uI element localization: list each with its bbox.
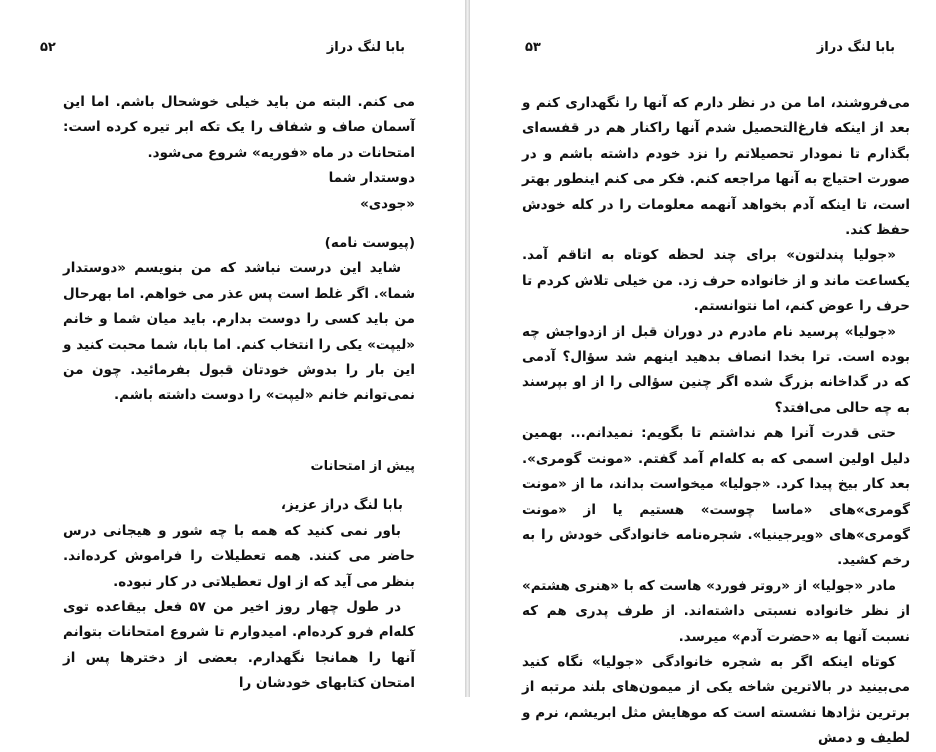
- closing: دوستدار شما: [328, 170, 415, 187]
- paragraph: «جولیا پندلتون» برای چند لحظه کوتاه به اتاقم آمد. یکساعت ماند و از خانواده حرف زد. من خیلی تلاش کردم تا حرف را عوض کنم، اما نتوانستم.: [522, 247, 910, 315]
- page-number: ۵۳: [525, 40, 541, 55]
- signature: «جودی»: [360, 195, 415, 212]
- paragraph: مادر «جولیا» از «روتر فورد» هاست که با «هنری هشتم» از نظر خانواده نسبتی داشته‌اند. از طرف پدری هم که نسبت آنها به «حضرت آدم» میرسد.: [522, 577, 910, 645]
- page-header: [40, 40, 405, 62]
- page-number: ۵۲: [40, 40, 56, 55]
- running-title: بابا لنگ دراز: [326, 40, 405, 55]
- letter-end-paragraph: می کنم. البته من باید خیلی خوشحال باشم. اما این آسمان صاف و شفاف را یک تکه ابر تیره کرده است: امتحانات در ماه «فوریه» شروع می‌شود.: [63, 94, 415, 161]
- page-header: [525, 40, 895, 62]
- postscript-paragraph: شاید این درست نباشد که من بنویسم «دوستدار شما». اگر غلط است پس عذر می خواهم. اما بهرحال من باید کسی را دوست بدارم. باید میان شما و خانم «لیپت» یکی را انتخاب کنم. اما بابا، شما محبت کنید و این بار را بدوش خودتان قبول بفرمائید. چون من نمی‌توانم خانم «لیپت» را دوست داشته باشم.: [63, 260, 415, 404]
- section-title: پیش از امتحانات: [310, 458, 415, 474]
- spacer: [63, 479, 415, 493]
- paragraph: حتی قدرت آنرا هم نداشتم تا بگویم: نمیدانم... بهمین دلیل اولین اسمی که به کله‌ام آمد گفتم. «مونت گومری». بعد کار بیخ پیدا کرد. «جولیا» میخواست بداند، ما از «مونت گومری»های «ماسا چوست» هستیم یا از «مونت گومری»های «ویرجینیا». شجره‌نامه خانوادگی خودش را به رخم کشید.: [522, 425, 910, 569]
- page-body: [522, 91, 910, 752]
- paragraph: باور نمی کنید که همه با چه شور و هیجانی درس حاضر می کنند. همه تعطیلات را فراموش کرده‌اند. بنظر می آید که از اول تعطیلاتی در کار نبوده.: [63, 522, 415, 590]
- left-page: [0, 0, 466, 697]
- paragraph: کوتاه اینکه اگر به شجره خانوادگی «جولیا» نگاه کنید می‌بینید در بالاترین شاخه یکی از میمون‌های بلند مرتبه از برترین نژادها نشسته است که موهایش مثل ابریشم، نرم و لطیف و دمش: [522, 653, 910, 747]
- spacer: [63, 217, 415, 231]
- postscript-title: (پیوست نامه): [324, 235, 415, 252]
- paragraph: در طول چهار روز اخیر من ۵۷ فعل بیقاعده توی کله‌ام فرو کرده‌ام. امیدوارم تا شروع امتحانات بتوانم آنها را همانجا نگهدارم. بعضی از دخترها پس از امتحان کتابهای خودشان را: [63, 598, 415, 692]
- paragraph: «جولیا» پرسید نام مادرم در دوران قبل از ازدواجش چه بوده است. ترا بخدا انصاف بدهید اینهم شد سؤال؟ آدمی که در گداخانه بزرگ شده اگر چنین سؤالی را از او بپرسند به چه حالی می‌افتد؟: [522, 323, 910, 416]
- spacer: [63, 409, 415, 454]
- page-body: [63, 90, 415, 697]
- salutation: بابا لنگ دراز عزیز،: [280, 497, 403, 514]
- running-title: بابا لنگ دراز: [816, 40, 895, 55]
- right-page: [470, 0, 936, 747]
- paragraph: می‌فروشند، اما من در نظر دارم که آنها را نگهداری کنم و بعد از اینکه فارغ‌التحصیل شدم آنها راکنار هم در قفسه‌ای بگذارم تا نمودار تحصیلاتم را نزد خودم داشته باشم و در صورت احتیاج به آنها مراجعه کنم. فکر می کنم اینطور بهتر است، تا اینکه آدم بخواهد آنهمه معلومات را در کله خودش حفظ کند.: [522, 95, 910, 239]
